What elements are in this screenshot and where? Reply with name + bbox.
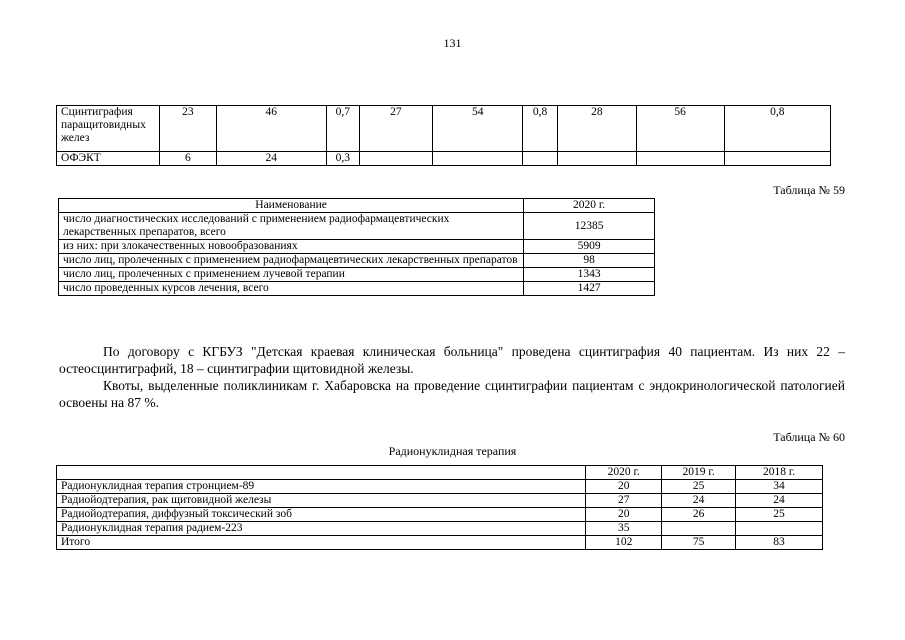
table-cell: Радионуклидная терапия стронцием-89: [57, 480, 586, 494]
column-header: [57, 466, 586, 480]
table-row: [57, 508, 823, 522]
paragraph: Квоты, выделенные поликлиникам г. Хабаровска на проведение сцинтиграфии пациентам с эндокринологической патологией освоены на 87 %.: [59, 378, 845, 410]
table-cell: число лиц, пролеченных с применением лучевой терапии: [59, 268, 524, 282]
table-60: [56, 465, 823, 550]
table-cell: 24: [736, 494, 823, 508]
table-cell: 75: [662, 536, 736, 550]
column-header: 2020 г.: [586, 466, 662, 480]
table-cell: [557, 152, 636, 166]
table-cell: 1427: [524, 282, 655, 296]
table-header-row: [57, 466, 823, 480]
table-row: [57, 480, 823, 494]
paragraph: По договору с КГБУЗ "Детская краевая клиническая больница" проведена сцинтиграфия 40 пациентам. Из них 22 – остеосцинтиграфий, 18 – сцинтиграфии щитовидной железы.: [59, 344, 845, 376]
column-header: 2020 г.: [524, 199, 655, 213]
table-cell: 35: [586, 522, 662, 536]
table-cell: число диагностических исследований с применением радиофармацевтических лекарственных препаратов, всего: [59, 213, 524, 240]
table-row: [59, 254, 655, 268]
table-cell: [736, 522, 823, 536]
table-row: [57, 152, 831, 166]
table-cell: 0,8: [523, 106, 558, 152]
table-cell: Итого: [57, 536, 586, 550]
table-cell: 24: [662, 494, 736, 508]
table-cell: 24: [216, 152, 326, 166]
table-row: [59, 282, 655, 296]
table-cell: 28: [557, 106, 636, 152]
table-row: [57, 106, 831, 152]
table-cell: из них: при злокачественных новообразованиях: [59, 240, 524, 254]
table-cell: 27: [359, 106, 433, 152]
table-59: [58, 198, 655, 296]
table-60-caption: Таблица № 60: [773, 430, 845, 444]
table-row: [59, 240, 655, 254]
table-cell: 34: [736, 480, 823, 494]
table-cell: Радионуклидная терапия радием-223: [57, 522, 586, 536]
table-cell: Радиойодтерапия, рак щитовидной железы: [57, 494, 586, 508]
page-number: 131: [443, 36, 462, 50]
column-header: Наименование: [59, 199, 524, 213]
table-cell: 0,8: [724, 106, 830, 152]
column-header: 2018 г.: [736, 466, 823, 480]
table-cell: 20: [586, 508, 662, 522]
table-cell: 25: [662, 480, 736, 494]
table-cell: [359, 152, 433, 166]
table-cell: 1343: [524, 268, 655, 282]
table-row: [59, 268, 655, 282]
table-cell: 6: [160, 152, 216, 166]
table-row: [59, 213, 655, 240]
table-cell: 102: [586, 536, 662, 550]
table-cell: 98: [524, 254, 655, 268]
table-row: [57, 536, 823, 550]
table-cell: 12385: [524, 213, 655, 240]
table-cell: 25: [736, 508, 823, 522]
table-cell: 27: [586, 494, 662, 508]
table-cell: 5909: [524, 240, 655, 254]
table-cell: 83: [736, 536, 823, 550]
continuation-table: [56, 105, 831, 166]
table-cell: [724, 152, 830, 166]
table-header-row: [59, 199, 655, 213]
table-cell: Радиойодтерапия, диффузный токсический зоб: [57, 508, 586, 522]
table-cell: [523, 152, 558, 166]
table-60-title: Радионуклидная терапия: [388, 444, 517, 458]
table-cell: 23: [160, 106, 216, 152]
table-cell: 20: [586, 480, 662, 494]
table-cell: 0,3: [326, 152, 359, 166]
table-cell: число лиц, пролеченных с применением радиофармацевтических лекарственных препаратов: [59, 254, 524, 268]
column-header: 2019 г.: [662, 466, 736, 480]
table-cell: [636, 152, 724, 166]
table-cell: число проведенных курсов лечения, всего: [59, 282, 524, 296]
table-cell: 54: [433, 106, 523, 152]
table-cell: [662, 522, 736, 536]
table-cell: [433, 152, 523, 166]
table-cell: ОФЭКТ: [57, 152, 160, 166]
table-cell: 56: [636, 106, 724, 152]
table-cell: 26: [662, 508, 736, 522]
table-row: [57, 494, 823, 508]
table-cell: 0,7: [326, 106, 359, 152]
table-cell: Сцинтиграфия паращитовидных желез: [57, 106, 160, 152]
table-cell: 46: [216, 106, 326, 152]
table-59-caption: Таблица № 59: [773, 183, 845, 197]
table-row: [57, 522, 823, 536]
